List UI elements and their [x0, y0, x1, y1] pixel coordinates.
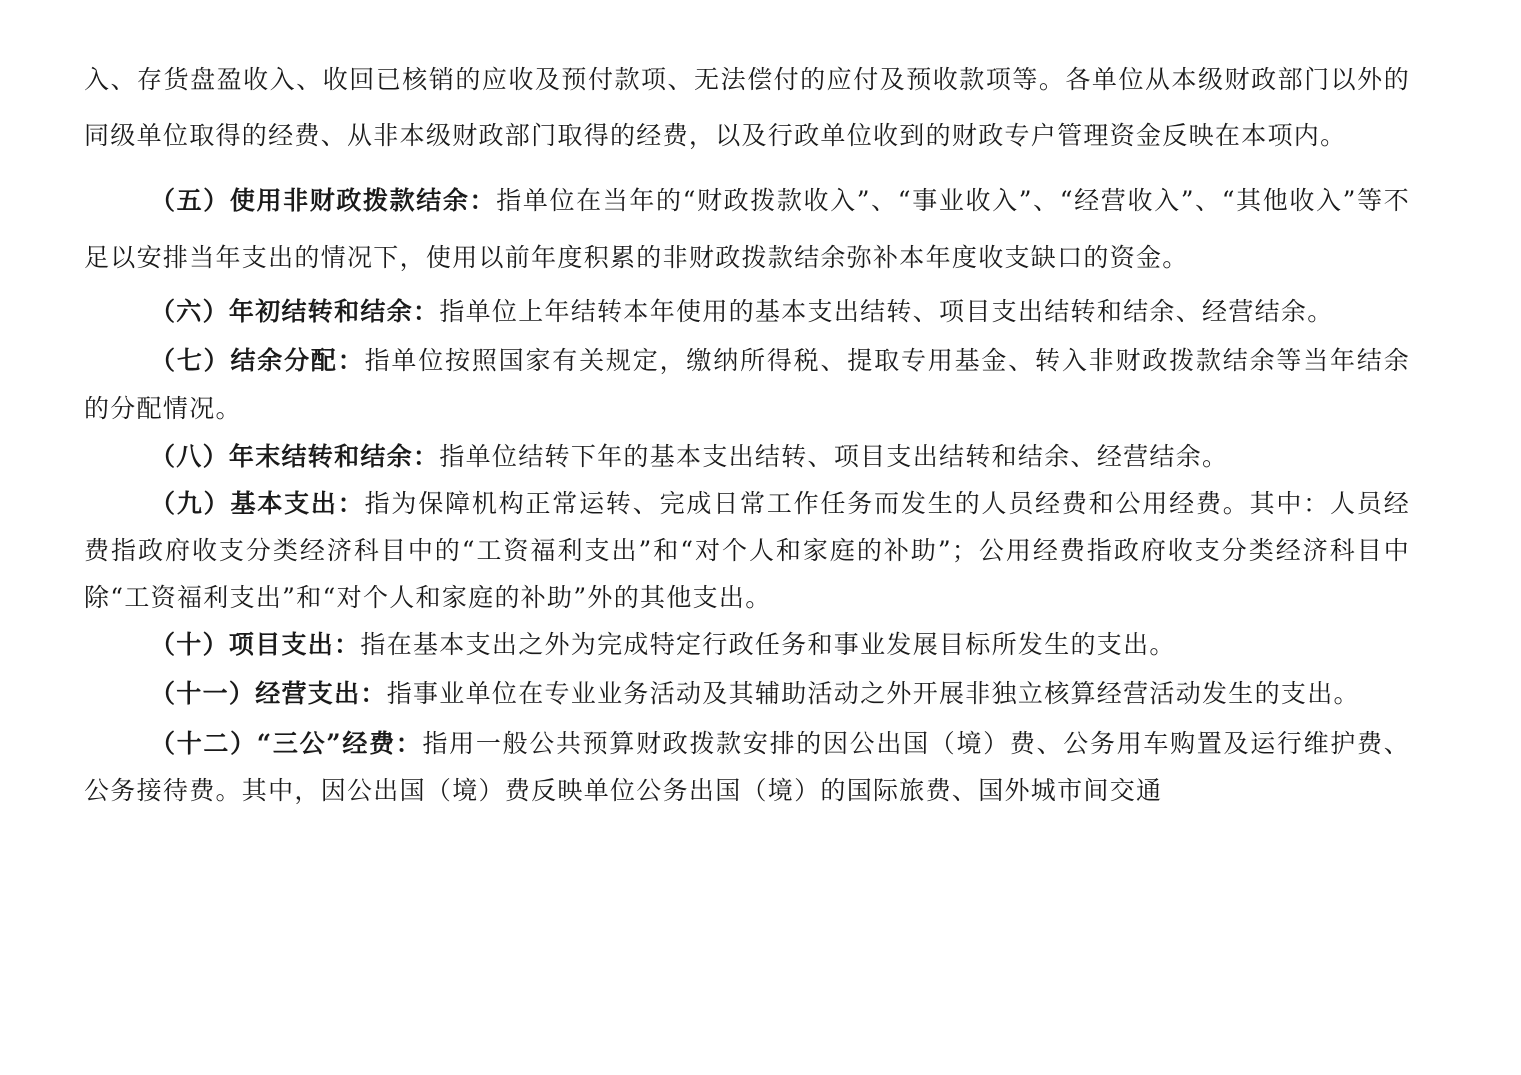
paragraph-text: 入、存货盘盈收入、收回已核销的应收及预付款项、无法偿付的应付及预收款项等。各单位从本级财政部门以外的同级单位取得的经费、从非本级财政部门取得的经费，以及行政单位收到的财政专户管理资金反映在本项内。 — [84, 65, 1410, 150]
paragraph-text: 指为保障机构正常运转、完成日常工作任务而发生的人员经费和公用经费。其中：人员经费指政府收支分类经济科目中的“工资福利支出”和“对个人和家庭的补助”；公用经费指政府收支分类经济科目中除“工资福利支出”和“对个人和家庭的补助”外的其他支出。 — [84, 489, 1411, 612]
paragraph-opening-carryover — [84, 288, 1410, 336]
term-heading: （九）基本支出： — [150, 489, 365, 518]
paragraph-basic-expenditure — [84, 480, 1410, 621]
term-heading: （五）使用非财政拨款结余： — [150, 186, 497, 215]
document-page — [84, 52, 1410, 814]
paragraph-income-continued — [84, 52, 1410, 164]
paragraph-three-public-expenses — [84, 720, 1410, 814]
paragraph-text: 指单位按照国家有关规定，缴纳所得税、提取专用基金、转入非财政拨款结余等当年结余的分配情况。 — [84, 346, 1411, 423]
paragraph-non-fiscal-balance — [84, 172, 1410, 286]
paragraph-project-expenditure — [84, 621, 1410, 668]
paragraph-text: 指单位结转下年的基本支出结转、项目支出结转和结余、经营结余。 — [439, 442, 1229, 471]
paragraph-text: 指在基本支出之外为完成特定行政任务和事业发展目标所发生的支出。 — [360, 630, 1176, 659]
paragraph-closing-carryover — [84, 433, 1410, 480]
term-heading: （七）结余分配： — [150, 346, 365, 375]
term-heading: （十二）“三公”经费： — [150, 729, 423, 758]
term-heading: （八）年末结转和结余： — [150, 442, 440, 471]
paragraph-text: 指用一般公共预算财政拨款安排的因公出国（境）费、公务用车购置及运行维护费、公务接待费。其中，因公出国（境）费反映单位公务出国（境）的国际旅费、国外城市间交通 — [84, 729, 1410, 805]
paragraph-text: 指事业单位在专业业务活动及其辅助活动之外开展非独立核算经营活动发生的支出。 — [386, 679, 1360, 708]
paragraph-text: 指单位在当年的“财政拨款收入”、“事业收入”、“经营收入”、“其他收入”等不足以安排当年支出的情况下，使用以前年度积累的非财政拨款结余弥补本年度收支缺口的资金。 — [84, 186, 1410, 272]
term-heading: （六）年初结转和结余： — [150, 297, 440, 326]
paragraph-balance-distribution — [84, 337, 1410, 433]
paragraph-operating-expenditure — [84, 668, 1410, 720]
term-heading: （十一）经营支出： — [150, 679, 387, 708]
term-heading: （十）项目支出： — [150, 630, 361, 659]
paragraph-text: 指单位上年结转本年使用的基本支出结转、项目支出结转和结余、经营结余。 — [439, 297, 1334, 326]
